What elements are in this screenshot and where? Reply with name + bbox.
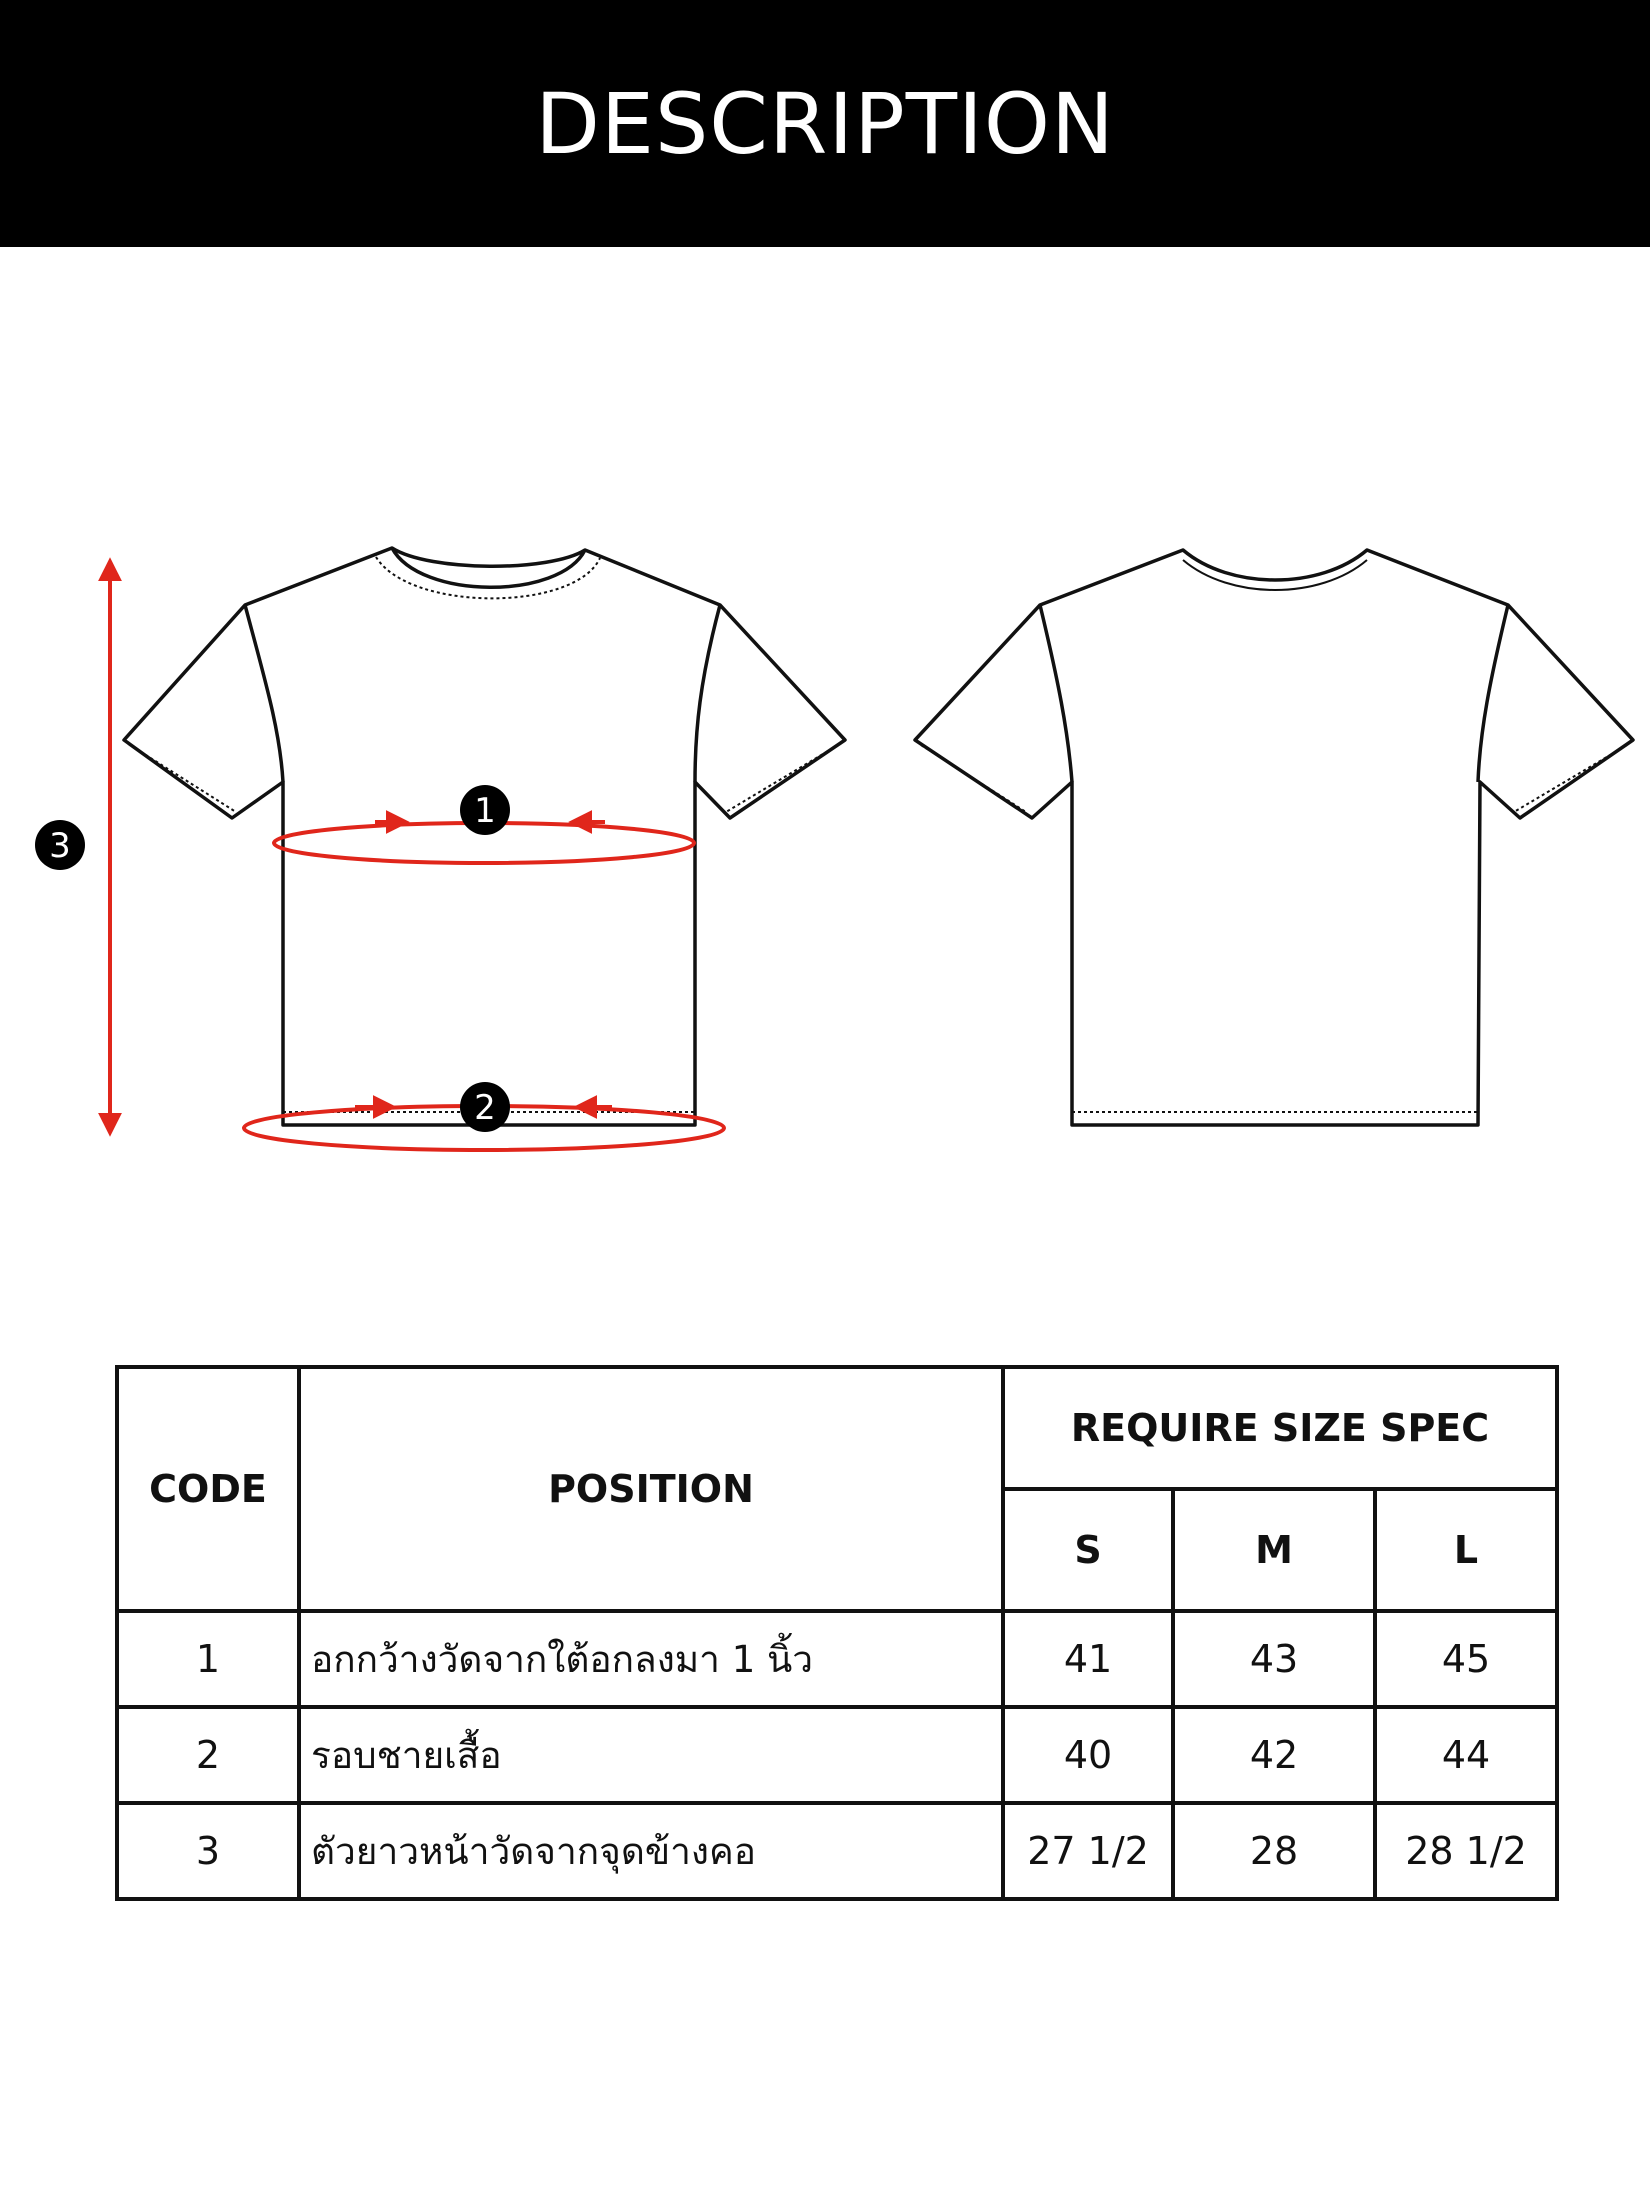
- cell-size-s: 41: [1003, 1611, 1173, 1707]
- table-row: [117, 1707, 1557, 1803]
- cell-size-s: 40: [1003, 1707, 1173, 1803]
- cell-size-s: 27 1/2: [1003, 1803, 1173, 1899]
- marker-2-label: 2: [474, 1088, 496, 1128]
- cell-size-l: 45: [1375, 1611, 1557, 1707]
- page-title: DESCRIPTION: [535, 74, 1115, 173]
- size-spec-table: [115, 1365, 1559, 1901]
- cell-code: 3: [117, 1803, 299, 1899]
- cell-size-m: 28: [1173, 1803, 1375, 1899]
- header-size-l: L: [1375, 1489, 1557, 1611]
- cell-size-l: 44: [1375, 1707, 1557, 1803]
- marker-3-label: 3: [49, 826, 71, 866]
- header-spec-group: REQUIRE SIZE SPEC: [1003, 1367, 1557, 1489]
- marker-1-label: 1: [474, 791, 496, 831]
- table-row: [117, 1803, 1557, 1899]
- table-row: [117, 1611, 1557, 1707]
- cell-position: รอบชายเสื้อ: [299, 1707, 1003, 1803]
- cell-size-m: 42: [1173, 1707, 1375, 1803]
- header-size-s: S: [1003, 1489, 1173, 1611]
- tshirt-illustration: [0, 480, 1650, 1300]
- cell-position: ตัวยาวหน้าวัดจากจุดข้างคอ: [299, 1803, 1003, 1899]
- cell-size-l: 28 1/2: [1375, 1803, 1557, 1899]
- cell-code: 2: [117, 1707, 299, 1803]
- tshirt-front: [124, 548, 845, 1125]
- cell-size-m: 43: [1173, 1611, 1375, 1707]
- header-position: POSITION: [299, 1367, 1003, 1611]
- tshirt-back: [915, 550, 1633, 1125]
- header-size-m: M: [1173, 1489, 1375, 1611]
- cell-code: 1: [117, 1611, 299, 1707]
- cell-position: อกกว้างวัดจากใต้อกลงมา 1 นิ้ว: [299, 1611, 1003, 1707]
- header-code: CODE: [117, 1367, 299, 1611]
